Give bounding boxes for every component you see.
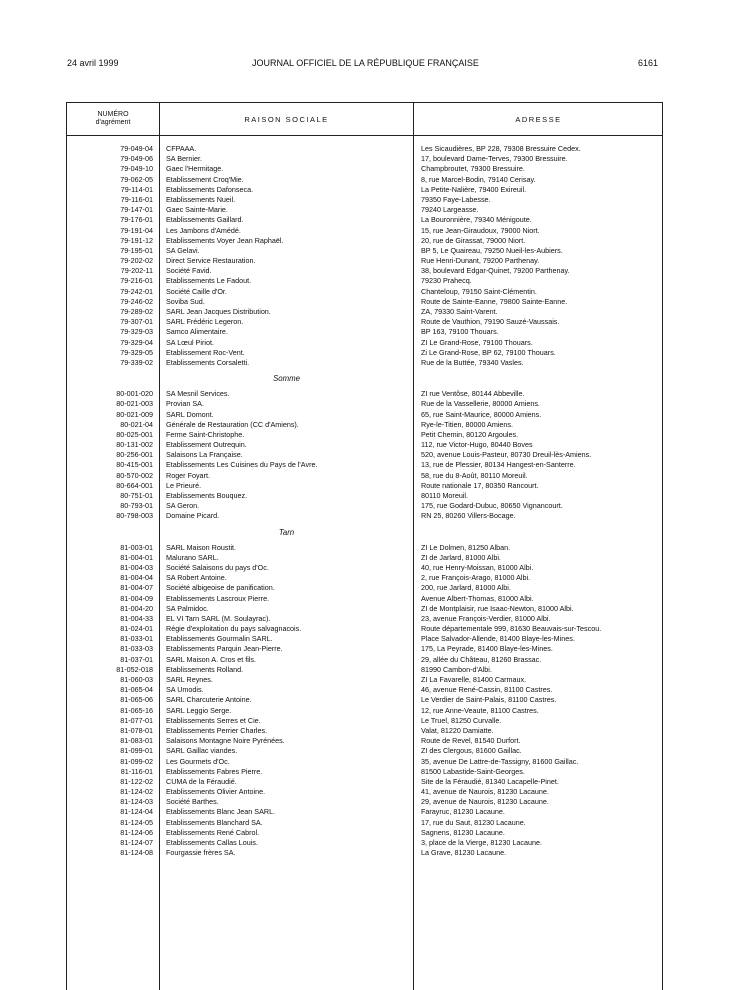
- raison-sociale: Société Barthes.: [166, 797, 219, 807]
- agrement-number: 79-307-01: [120, 317, 153, 327]
- raison-sociale: Provian SA.: [166, 399, 204, 409]
- raison-sociale: CFPAAA.: [166, 144, 197, 153]
- agrement-number: 81-004-09: [120, 593, 153, 603]
- raison-sociale: SARL Maison Roustit.: [166, 542, 237, 552]
- adresse: ZI Le Dolmen, 81250 Alban.: [421, 542, 511, 552]
- adresse: Route départementale 999, 81630 Beauvais-sur-Tescou.: [421, 624, 602, 634]
- adresse: 23, avenue François-Verdier, 81000 Albi.: [421, 613, 551, 623]
- raison-sociale: SARL Charcuterie Antoine.: [166, 695, 252, 705]
- adresse: 29, avenue de Naurois, 81230 Lacaune.: [421, 797, 549, 807]
- agrement-number: 81-099-02: [120, 756, 153, 766]
- raison-sociale: Etablissements Gaillard.: [166, 215, 244, 225]
- agrement-number: 79-202-02: [120, 256, 153, 266]
- adresse: 13, rue de Plessier, 80134 Hangest-en-Santerre.: [421, 460, 576, 470]
- raison-sociale: Etablissement Croq'Mie.: [166, 174, 244, 184]
- agrement-number: 80-021-009: [116, 409, 153, 419]
- table-row: [67, 624, 662, 634]
- raison-sociale: Etablissements Blanchard SA.: [166, 817, 263, 827]
- raison-sociale: Samco Alimentaire.: [166, 327, 228, 337]
- agrement-number: 81-124-08: [120, 848, 153, 858]
- table-row: [67, 736, 662, 746]
- agrement-number: 80-751-01: [120, 491, 153, 500]
- adresse: Rue de la Vassellerie, 80000 Amiens.: [421, 399, 540, 409]
- adresse: 175, rue Godard-Dubuc, 80650 Vignancourt.: [421, 501, 563, 511]
- adresse: 81990 Cambon-d'Albi.: [421, 664, 492, 674]
- raison-sociale: Etablissements Nueil.: [166, 194, 236, 204]
- table-row: [67, 175, 662, 185]
- header-separator: [67, 135, 662, 136]
- adresse: Route nationale 17, 80350 Rancourt.: [421, 480, 539, 490]
- table-row: [67, 297, 662, 307]
- table-row: [67, 471, 662, 481]
- raison-sociale: SA Lœul Piriot.: [166, 337, 214, 347]
- adresse: 41, avenue de Naurois, 81230 Lacaune.: [421, 787, 549, 797]
- table-row: [67, 287, 662, 297]
- adresse: RN 25, 80260 Villers-Bocage.: [421, 511, 516, 521]
- agrement-number: 80-664-001: [116, 480, 153, 490]
- table-row: [67, 787, 662, 797]
- header-date: 24 avril 1999: [67, 58, 119, 68]
- raison-sociale: Etablissements René Cabrol.: [166, 827, 260, 837]
- adresse: 17, boulevard Dame-Terves, 79300 Bressuire.: [421, 154, 568, 164]
- table-row: [67, 573, 662, 583]
- department-heading: [67, 525, 662, 540]
- adresse: Place Salvador-Allende, 81400 Blaye-les-Mines.: [421, 634, 575, 644]
- raison-sociale: Gaec Sainte-Marie.: [166, 205, 228, 215]
- agrement-number: 81-065-04: [120, 685, 153, 695]
- table-row: [67, 604, 662, 614]
- table-row: [67, 634, 662, 644]
- adresse: Rue de la Buttée, 79340 Vasles.: [421, 357, 524, 367]
- column-header-adresse: ADRESSE: [515, 114, 562, 124]
- table-row: [67, 543, 662, 553]
- raison-sociale: Société albigeoise de panification.: [166, 583, 275, 593]
- agrement-number: 79-114-01: [120, 184, 153, 194]
- agrement-number: 81-124-03: [120, 797, 153, 807]
- adresse: 3, place de la Vierge, 81230 Lacaune.: [421, 838, 542, 847]
- table-row: [67, 307, 662, 317]
- agrement-number: 79-147-01: [120, 205, 153, 215]
- table-row: [67, 215, 662, 225]
- raison-sociale: SARL Domont.: [166, 409, 214, 419]
- adresse: ZI rue Ventôse, 80144 Abbeville.: [421, 389, 525, 399]
- table-row: [67, 317, 662, 327]
- agrement-number: 81-004-07: [120, 583, 153, 593]
- adresse: Petit Chemin, 80120 Argoules.: [421, 429, 519, 439]
- adresse: 12, rue Anne-Veaute, 81100 Castres.: [421, 705, 539, 715]
- table-row: [67, 848, 662, 858]
- agrement-number: 80-256-001: [116, 450, 153, 460]
- table-row: [67, 450, 662, 460]
- adresse: Chanteloup, 79150 Saint-Clémentin.: [421, 286, 537, 296]
- adresse: Les Sicaudières, BP 228, 79308 Bressuire Cedex.: [421, 144, 581, 153]
- agrement-number: 79-329-03: [120, 327, 153, 337]
- table-row: [67, 154, 662, 164]
- adresse: Le Truel, 81250 Curvalle.: [421, 715, 502, 725]
- agrement-number: 79-191-12: [120, 235, 153, 245]
- raison-sociale: Etablissements Corsaletti.: [166, 357, 250, 367]
- department-name: Somme: [273, 374, 300, 384]
- adresse: Avenue Albert-Thomas, 81000 Albi.: [421, 593, 534, 603]
- adresse: ZA, 79330 Saint-Varent.: [421, 307, 498, 316]
- table-row: [67, 563, 662, 573]
- table-row: [67, 716, 662, 726]
- table-row: [67, 266, 662, 276]
- raison-sociale: Malurano SARL.: [166, 552, 219, 562]
- table-row: [67, 399, 662, 409]
- agrement-number: 81-060-03: [120, 675, 153, 684]
- agrement-number: 79-191-04: [120, 225, 153, 235]
- agrement-number: 79-202-11: [120, 266, 153, 276]
- agrement-number: 79-195-01: [120, 245, 153, 255]
- agrement-number: 79-329-04: [120, 337, 153, 347]
- header-journal-title: JOURNAL OFFICIEL DE LA RÉPUBLIQUE FRANÇAISE: [252, 58, 479, 68]
- column-header-raison-sociale: RAISON SOCIALE: [244, 114, 329, 124]
- table-row: [67, 327, 662, 337]
- table-row: [67, 706, 662, 716]
- adresse: BP 5, Le Quaireau, 79250 Nueil-les-Aubiers.: [421, 245, 563, 255]
- table-row: [67, 440, 662, 450]
- adresse: Route de Sainte-Eanne, 79800 Sainte-Eanne.: [421, 296, 568, 306]
- table-row: [67, 430, 662, 440]
- adresse: 17, rue du Saut, 81230 Lacaune.: [421, 817, 526, 827]
- table-row: [67, 614, 662, 624]
- agrement-number: 81-124-04: [120, 807, 153, 817]
- raison-sociale: Salaisons La Française.: [166, 450, 243, 460]
- table-row: [67, 226, 662, 236]
- adresse: 175, La Peyrade, 81400 Blaye-les-Mines.: [421, 644, 553, 654]
- table-row: [67, 420, 662, 430]
- department-name: Tarn: [278, 527, 295, 537]
- table-row: [67, 583, 662, 593]
- column-header-numero-line2: d'agrément: [95, 119, 131, 126]
- agrement-number: 81-099-01: [120, 746, 153, 756]
- agrement-number: 79-246-02: [120, 296, 153, 306]
- adresse: 65, rue Saint-Maurice, 80000 Amiens.: [421, 409, 542, 419]
- adresse: 38, boulevard Edgar-Quinet, 79200 Parthenay.: [421, 266, 570, 276]
- raison-sociale: Etablissements Lascroux Pierre.: [166, 593, 270, 603]
- table-row: [67, 481, 662, 491]
- table-row: [67, 246, 662, 256]
- agrement-number: 80-025-001: [116, 429, 153, 439]
- agrement-number: 79-176-01: [120, 215, 153, 225]
- adresse: 112, rue Victor-Hugo, 80440 Boves: [421, 440, 533, 450]
- raison-sociale: Domaine Picard.: [166, 511, 220, 521]
- table-row: [67, 501, 662, 511]
- agrement-number: 81-004-33: [120, 613, 153, 623]
- agrement-number: 81-052-018: [116, 664, 153, 674]
- adresse: ZI Le Grand-Rose, 79100 Thouars.: [421, 337, 533, 347]
- agrement-number: 81-033-01: [120, 634, 153, 644]
- raison-sociale: Soviba Sud.: [166, 296, 205, 306]
- raison-sociale: SA Robert Antoine.: [166, 573, 227, 583]
- raison-sociale: Etablissement Roc-Vent.: [166, 347, 245, 357]
- agrement-number: 80-021-003: [116, 399, 153, 409]
- adresse: BP 163, 79100 Thouars.: [421, 327, 499, 337]
- adresse: 35, avenue De Lattre-de-Tassigny, 81600 Gaillac.: [421, 756, 579, 766]
- raison-sociale: SA Bernier.: [166, 154, 202, 164]
- table-row: [67, 797, 662, 807]
- adresse: Valat, 81220 Damiatte.: [421, 725, 494, 735]
- column-header-numero-line1: NUMÉRO: [97, 111, 129, 118]
- header-page-number: 6161: [637, 58, 658, 68]
- raison-sociale: Salaisons Montagne Noire Pyrénées.: [166, 736, 285, 746]
- adresse: 520, avenue Louis-Pasteur, 80730 Dreuil-lès-Amiens.: [421, 450, 592, 460]
- adresse: Route de Revel, 81540 Durfort.: [421, 736, 521, 746]
- table-row: [67, 491, 662, 501]
- agrement-number: 80-001-020: [116, 389, 153, 399]
- raison-sociale: Direct Service Restauration.: [166, 256, 256, 266]
- adresse: ZI La Favarelle, 81400 Carmaux.: [421, 675, 527, 684]
- agrement-number: 81-124-02: [120, 787, 153, 797]
- raison-sociale: Etablissements Blanc Jean SARL.: [166, 807, 276, 817]
- table-row: [67, 511, 662, 521]
- raison-sociale: Etablissement Outrequin.: [166, 440, 247, 450]
- raison-sociale: SA Geron.: [166, 501, 200, 511]
- agrement-number: 79-049-04: [120, 144, 153, 153]
- table-row: [67, 644, 662, 654]
- raison-sociale: Société Salaisons du pays d'Oc.: [166, 562, 269, 572]
- adresse: La Grave, 81230 Lacaune.: [421, 848, 507, 858]
- table-row: [67, 410, 662, 420]
- raison-sociale: CUMA de la Féraudié.: [166, 776, 237, 786]
- agrement-number: 79-062-05: [120, 174, 153, 184]
- agrement-number: 80-570-002: [116, 470, 153, 480]
- raison-sociale: Etablissements Dafonseca.: [166, 184, 254, 194]
- raison-sociale: Gaec l'Hermitage.: [166, 164, 224, 174]
- adresse: Champbroutet, 79300 Bressuire.: [421, 164, 525, 174]
- adresse: 79350 Faye-Labesse.: [421, 194, 491, 204]
- adresse: 81500 Labastide-Saint-Georges.: [421, 766, 525, 776]
- table-row: [67, 655, 662, 665]
- raison-sociale: Etablissements Rolland.: [166, 664, 244, 674]
- agrement-number: 81-124-07: [120, 838, 153, 847]
- adresse: 79240 Largeasse.: [421, 205, 479, 215]
- adresse: ZI de Montplaisir, rue Isaac-Newton, 81000 Albi.: [421, 603, 574, 613]
- agrement-number: 79-329-05: [120, 347, 153, 357]
- agrement-number: 81-083-01: [120, 736, 153, 746]
- adresse: Route de Vauthion, 79190 Sauzé-Vaussais.: [421, 317, 560, 327]
- adresse: 2, rue François-Arago, 81000 Albi.: [421, 573, 531, 583]
- agrement-number: 81-004-04: [120, 573, 153, 583]
- raison-sociale: SARL Frédéric Legeron.: [166, 317, 244, 327]
- agrement-number: 81-124-06: [120, 827, 153, 837]
- table-row: [67, 685, 662, 695]
- table-row: [67, 389, 662, 399]
- raison-sociale: Etablissements Perrier Charles.: [166, 725, 268, 735]
- table-row: [67, 675, 662, 685]
- raison-sociale: Etablissements Le Fadout.: [166, 276, 252, 286]
- page-header: [0, 56, 731, 70]
- adresse: 40, rue Henry-Moissan, 81000 Albi.: [421, 562, 534, 572]
- adresse: ZI de Jarlard, 81000 Albi.: [421, 552, 501, 562]
- adresse: ZI des Clergous, 81600 Gaillac.: [421, 746, 522, 756]
- raison-sociale: Ferme Saint-Christophe.: [166, 429, 245, 439]
- raison-sociale: SARL Jean Jacques Distribution.: [166, 307, 271, 316]
- table-row: [67, 205, 662, 215]
- raison-sociale: Etablissements Gourmalin SARL.: [166, 634, 273, 644]
- adresse: 79230 Prahecq.: [421, 276, 472, 286]
- department-heading: [67, 371, 662, 386]
- table-row: [67, 164, 662, 174]
- raison-sociale: SA Mesnil Services.: [166, 389, 230, 399]
- raison-sociale: Etablissements Les Cuisines du Pays de l'Avre.: [166, 460, 318, 470]
- table-row: [67, 338, 662, 348]
- agrement-number: 80-021-04: [120, 419, 153, 429]
- table-body: [67, 144, 662, 858]
- table-row: [67, 828, 662, 838]
- raison-sociale: Etablissements Bouquez.: [166, 491, 248, 500]
- adresse: 80110 Moreuil.: [421, 491, 469, 500]
- agrement-number: 81-122-02: [120, 776, 153, 786]
- agrement-number: 81-077-01: [120, 715, 153, 725]
- adresse: La Bouronnière, 79340 Ménigoute.: [421, 215, 532, 225]
- agrement-number: 79-339-02: [120, 357, 153, 367]
- table-row: [67, 348, 662, 358]
- raison-sociale: Etablissements Fabres Pierre.: [166, 766, 263, 776]
- table-row: [67, 695, 662, 705]
- adresse: 20, rue de Girassat, 79000 Niort.: [421, 235, 526, 245]
- raison-sociale: EL VI Tarn SARL (M. Soulayrac).: [166, 613, 271, 623]
- agrement-number: 80-793-01: [120, 501, 153, 511]
- raison-sociale: Fourgassie frères SA.: [166, 848, 236, 858]
- column-header-numero: [67, 103, 159, 135]
- table-row: [67, 185, 662, 195]
- adresse: 46, avenue René-Cassin, 81100 Castres.: [421, 685, 553, 695]
- agrement-number: 81-078-01: [120, 725, 153, 735]
- table-row: [67, 144, 662, 154]
- table-row: [67, 195, 662, 205]
- adresse: 15, rue Jean-Giraudoux, 79000 Niort.: [421, 225, 540, 235]
- raison-sociale: Etablissements Olivier Antoine.: [166, 787, 266, 797]
- agrement-number: 81-065-06: [120, 695, 153, 705]
- agrement-number: 79-116-01: [120, 194, 153, 204]
- agrement-number: 81-003-01: [120, 542, 153, 552]
- raison-sociale: SA Palmidoc.: [166, 603, 209, 613]
- table-row: [67, 757, 662, 767]
- table-row: [67, 553, 662, 563]
- agrement-number: 80-131-002: [116, 440, 153, 450]
- adresse: 29, allée du Château, 81260 Brassac.: [421, 654, 542, 664]
- raison-sociale: Etablissements Callas Louis.: [166, 838, 258, 847]
- agrement-number: 79-289-02: [120, 307, 153, 316]
- agrement-number: 79-216-01: [120, 276, 153, 286]
- raison-sociale: Générale de Restauration (CC d'Amiens).: [166, 419, 299, 429]
- table-row: [67, 726, 662, 736]
- agrement-number: 81-004-03: [120, 562, 153, 572]
- adresse: Le Verdier de Saint-Palais, 81100 Castres.: [421, 695, 557, 705]
- raison-sociale: Société Favid.: [166, 266, 212, 276]
- table-row: [67, 358, 662, 368]
- table-row: [67, 236, 662, 246]
- raison-sociale: Société Caille d'Or.: [166, 286, 227, 296]
- agrement-number: 81-004-01: [120, 552, 153, 562]
- raison-sociale: SARL Reynes.: [166, 675, 213, 684]
- raison-sociale: Etablissements Parquin Jean-Pierre.: [166, 644, 283, 654]
- agrement-number: 81-116-01: [120, 766, 153, 776]
- adresse: 8, rue Marcel-Bodin, 79140 Cerisay.: [421, 174, 536, 184]
- table-row: [67, 256, 662, 266]
- raison-sociale: SA Gelavi.: [166, 245, 200, 255]
- raison-sociale: Les Gourmets d'Oc.: [166, 756, 230, 766]
- raison-sociale: SARL Gaillac viandes.: [166, 746, 238, 756]
- agrement-number: 81-024-01: [120, 624, 153, 634]
- agrement-number: 79-049-10: [120, 164, 153, 174]
- adresse: La Petite-Nalière, 79400 Exireuil.: [421, 184, 527, 194]
- adresse: Rue Henri-Dunant, 79200 Parthenay.: [421, 256, 540, 266]
- agrement-number: 81-037-01: [120, 654, 153, 664]
- table-row: [67, 807, 662, 817]
- raison-sociale: SARL Leggio Serge.: [166, 705, 232, 715]
- adresse: 58, rue du 8-Août, 80110 Moreuil.: [421, 470, 528, 480]
- adresse: 200, rue Jarlard, 81000 Albi.: [421, 583, 511, 593]
- agrement-number: 79-049-06: [120, 154, 153, 164]
- agrement-number: 81-124-05: [120, 817, 153, 827]
- adresse: Site de la Féraudié, 81340 Lacapelle-Pinet.: [421, 776, 559, 786]
- raison-sociale: SARL Maison A. Cros et fils.: [166, 654, 257, 664]
- adresse: Rye-le-Titien, 80000 Amiens.: [421, 419, 514, 429]
- adresse: Sagnens, 81230 Lacaune.: [421, 827, 505, 837]
- agrement-number: 80-798-003: [116, 511, 153, 521]
- table-row: [67, 460, 662, 470]
- raison-sociale: Etablissements Voyer Jean Raphaël.: [166, 235, 284, 245]
- agrement-number: 81-065-16: [120, 705, 153, 715]
- agrement-number: 79-242-01: [120, 286, 153, 296]
- raison-sociale: Régie d'exploitation du pays salvagnacois.: [166, 624, 302, 634]
- raison-sociale: SA Umodis.: [166, 685, 204, 695]
- raison-sociale: Le Prieuré.: [166, 480, 202, 490]
- agrement-number: 81-004-20: [120, 603, 153, 613]
- table-row: [67, 767, 662, 777]
- table-row: [67, 838, 662, 848]
- table-row: [67, 594, 662, 604]
- raison-sociale: Roger Foyart.: [166, 470, 210, 480]
- adresse: Farayruc, 81230 Lacaune.: [421, 807, 505, 817]
- table-row: [67, 818, 662, 828]
- agrement-table: [66, 102, 663, 990]
- agrement-number: 81-033-03: [120, 644, 153, 654]
- raison-sociale: Etablissements Serres et Cie.: [166, 715, 261, 725]
- table-row: [67, 276, 662, 286]
- agrement-number: 80-415-001: [116, 460, 153, 470]
- table-row: [67, 777, 662, 787]
- table-row: [67, 746, 662, 756]
- raison-sociale: Les Jambons d'Amédé.: [166, 225, 241, 235]
- table-row: [67, 665, 662, 675]
- adresse: Zi Le Grand-Rose, BP 62, 79100 Thouars.: [421, 347, 556, 357]
